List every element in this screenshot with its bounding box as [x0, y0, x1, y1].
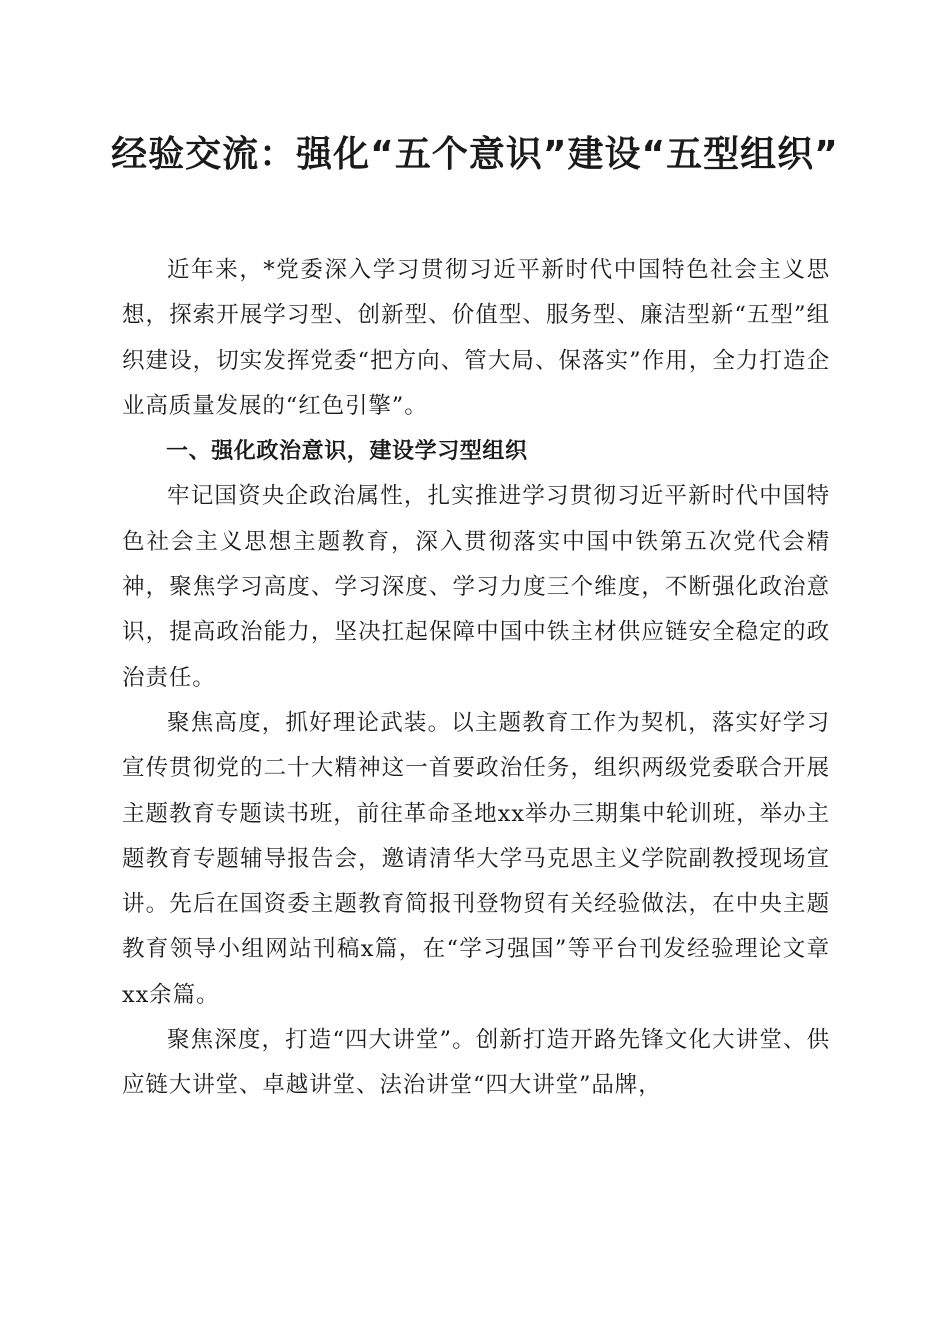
intro-paragraph: 近年来，*党委深入学习贯彻习近平新时代中国特色社会主义思想，探索开展学习型、创新型、价值型、服务型、廉洁型新“五型”组织建设，切实发挥党委“把方向、管大局、保落实”作用，全力打造企业高质量发展的“红色引擎”。	[122, 257, 830, 419]
section-heading-1: 一、强化政治意识，建设学习型组织	[166, 439, 528, 465]
document-body	[122, 248, 830, 1109]
body-paragraph: 牢记国资央企政治属性，扎实推进学习贯彻习近平新时代中国特色社会主义思想主题教育，深入贯彻落实中国中铁第五次党代会精神，聚焦学习高度、学习深度、学习力度三个维度，不断强化政治意识，提高政治能力，坚决扛起保障中国中铁主材供应链安全稳定的政治责任。	[122, 483, 830, 691]
body-paragraph: 聚焦深度，打造“四大讲堂”。创新打造开路先锋文化大讲堂、供应链大讲堂、卓越讲堂、法治讲堂“四大讲堂”品牌，	[122, 1027, 830, 1099]
document-title: 经验交流：强化“五个意识”建设“五型组织”	[111, 134, 839, 175]
body-paragraph: 聚焦高度，抓好理论武装。以主题教育工作为契机，落实好学习宣传贯彻党的二十大精神这一首要政治任务，组织两级党委联合开展主题教育专题读书班，前往革命圣地xx举办三期集中轮训班，举办主题教育专题辅导报告会，邀请清华大学马克思主义学院副教授现场宣讲。先后在国资委主题教育简报刊登物贸有关经验做法，在中央主题教育领导小组网站刊稿x篇，在“学习强国”等平台刊发经验理论文章xx余篇。	[122, 709, 830, 1008]
